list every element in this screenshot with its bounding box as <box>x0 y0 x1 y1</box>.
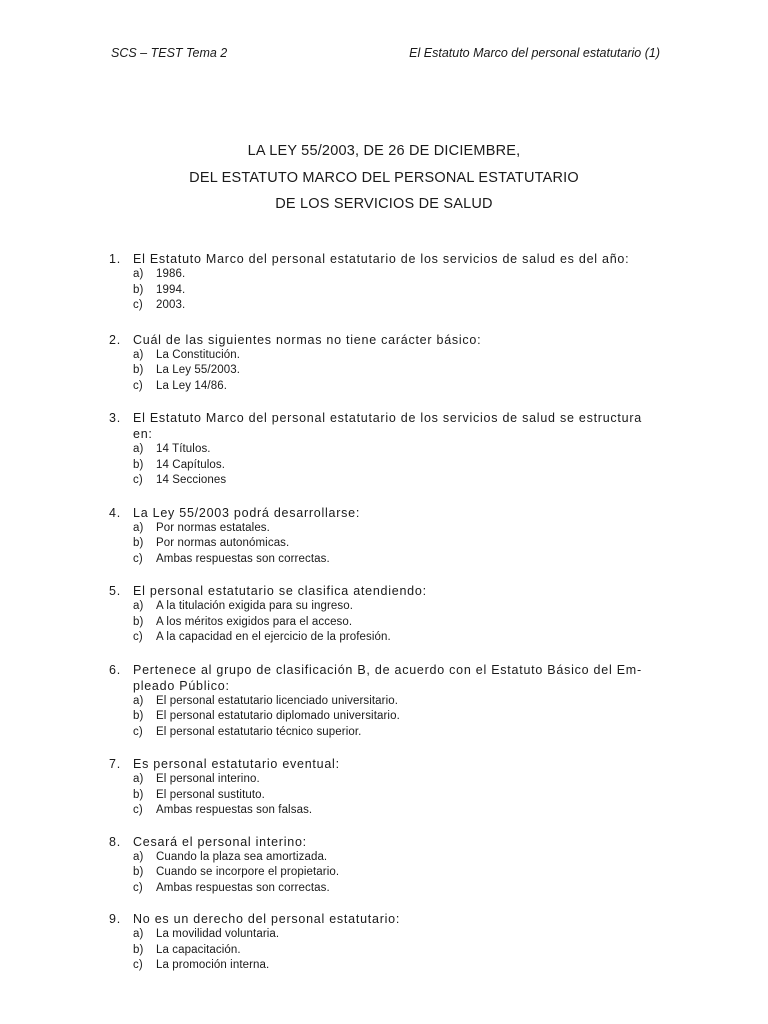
option-text: La Ley 55/2003. <box>156 364 240 376</box>
question-number: 3. <box>109 411 121 425</box>
option-text: A la titulación exigida para su ingreso. <box>156 600 354 612</box>
question-7 <box>109 756 661 819</box>
answer-option <box>109 298 661 314</box>
option-text: La Ley 14/86. <box>156 379 227 392</box>
option-text: Ambas respuestas son correctas. <box>156 552 330 565</box>
question-list <box>109 251 661 974</box>
option-text: Por normas estatales. <box>156 521 270 534</box>
answer-options <box>109 267 661 314</box>
answer-options <box>109 442 661 489</box>
option-letter: b) <box>133 283 144 296</box>
option-letter: c) <box>133 804 143 816</box>
answer-option <box>109 348 661 364</box>
option-text: Ambas respuestas son falsas. <box>156 804 313 816</box>
answer-options <box>109 850 661 897</box>
option-letter: a) <box>133 928 144 940</box>
option-text: La promoción interna. <box>156 959 270 971</box>
answer-option <box>109 615 661 631</box>
option-letter: b) <box>133 943 144 956</box>
option-letter: b) <box>133 615 144 628</box>
option-letter: a) <box>133 348 144 361</box>
answer-options <box>109 599 661 646</box>
answer-options <box>109 772 661 819</box>
answer-option <box>109 363 661 379</box>
option-text: Ambas respuestas son correctas. <box>156 881 330 894</box>
answer-options <box>109 927 661 974</box>
question-number: 1. <box>109 252 121 266</box>
question-number: 7. <box>109 757 121 771</box>
question-text-line: El Estatuto Marco del personal estatutario de los servicios de salud es del año: <box>133 252 630 266</box>
option-text: La Constitución. <box>156 348 241 361</box>
question-text <box>109 583 661 599</box>
question-text-line: Cuál de las siguientes normas no tiene carácter básico: <box>133 332 482 347</box>
option-text: 2003. <box>156 299 186 311</box>
option-text: 14 Secciones <box>156 474 227 486</box>
option-text: El personal estatutario técnico superior. <box>156 725 362 738</box>
option-letter: b) <box>133 710 144 722</box>
question-6 <box>109 662 661 741</box>
question-text-line: Cesará el personal interino: <box>133 834 307 849</box>
option-letter: c) <box>133 474 143 486</box>
question-text-line: Pertenece al grupo de clasificación B, de acuerdo con el Estatuto Básico del Em- <box>133 662 642 677</box>
question-9 <box>109 911 661 974</box>
answer-option <box>109 927 661 943</box>
question-2 <box>109 332 661 395</box>
question-text <box>109 911 661 927</box>
answer-option <box>109 283 661 299</box>
option-text: Cuando la plaza sea amortizada. <box>156 850 328 863</box>
question-text-line: Es personal estatutario eventual: <box>133 757 340 771</box>
answer-option <box>109 709 661 725</box>
question-8 <box>109 834 661 897</box>
option-text: El personal estatutario diplomado universitario. <box>156 710 400 722</box>
answer-options <box>109 348 661 395</box>
question-text-line: pleado Público: <box>133 678 230 693</box>
option-letter: a) <box>133 443 144 455</box>
question-1 <box>109 251 661 314</box>
answer-option <box>109 725 661 741</box>
option-letter: b) <box>133 364 144 376</box>
question-text-line: en: <box>133 427 153 441</box>
answer-option <box>109 536 661 552</box>
answer-option <box>109 379 661 395</box>
answer-option <box>109 803 661 819</box>
answer-option <box>109 630 661 646</box>
option-text: Por normas autonómicas. <box>156 537 290 549</box>
option-letter: a) <box>133 694 144 707</box>
option-text: El personal interino. <box>156 773 260 785</box>
document-title <box>0 143 768 223</box>
question-text <box>109 410 661 442</box>
question-3 <box>109 410 661 489</box>
question-text <box>109 332 661 348</box>
option-letter: b) <box>133 866 144 878</box>
option-text: 14 Títulos. <box>156 443 211 455</box>
option-text: 1986. <box>156 268 186 280</box>
question-text <box>109 505 661 521</box>
question-text-line: La Ley 55/2003 podrá desarrollarse: <box>133 505 361 520</box>
question-number: 2. <box>109 332 121 347</box>
option-letter: b) <box>133 458 144 471</box>
answer-option <box>109 442 661 458</box>
answer-option <box>109 943 661 959</box>
option-text: La capacitación. <box>156 943 241 956</box>
answer-option <box>109 788 661 804</box>
option-letter: b) <box>133 537 144 549</box>
question-text-line: El personal estatutario se clasifica atendiendo: <box>133 584 427 598</box>
option-text: A la capacidad en el ejercicio de la profesión. <box>156 631 391 643</box>
question-text-line: No es un derecho del personal estatutario: <box>133 912 401 926</box>
page-header <box>111 46 660 62</box>
question-number: 4. <box>109 505 121 520</box>
option-letter: a) <box>133 521 144 534</box>
option-text: El personal sustituto. <box>156 788 265 801</box>
answer-option <box>109 694 661 710</box>
option-letter: c) <box>133 299 143 311</box>
question-text-line: El Estatuto Marco del personal estatutario de los servicios de salud se estructura <box>133 411 642 425</box>
question-number: 9. <box>109 912 121 926</box>
answer-option <box>109 958 661 974</box>
option-text: 14 Capítulos. <box>156 458 226 471</box>
option-letter: c) <box>133 379 143 392</box>
answer-option <box>109 599 661 615</box>
answer-option <box>109 267 661 283</box>
answer-option <box>109 458 661 474</box>
header-right: El Estatuto Marco del personal estatutario (1) <box>409 46 660 60</box>
option-letter: c) <box>133 959 143 971</box>
header-left: SCS – TEST Tema 2 <box>111 46 228 60</box>
question-text <box>109 834 661 850</box>
option-text: Cuando se incorpore el propietario. <box>156 866 340 878</box>
option-text: El personal estatutario licenciado universitario. <box>156 694 399 707</box>
option-letter: a) <box>133 600 144 612</box>
answer-option <box>109 473 661 489</box>
option-text: 1994. <box>156 283 186 296</box>
option-letter: c) <box>133 725 143 738</box>
question-number: 5. <box>109 584 121 598</box>
answer-option <box>109 552 661 568</box>
option-letter: c) <box>133 631 143 643</box>
option-letter: a) <box>133 773 144 785</box>
question-text <box>109 756 661 772</box>
title-line-3: DE LOS SERVICIOS DE SALUD <box>275 196 493 212</box>
title-line-2: DEL ESTATUTO MARCO DEL PERSONAL ESTATUTARIO <box>189 169 579 186</box>
question-text <box>109 251 661 267</box>
answer-option <box>109 521 661 537</box>
answer-option <box>109 850 661 866</box>
option-letter: a) <box>133 268 144 280</box>
question-number: 8. <box>109 834 121 849</box>
option-letter: c) <box>133 881 143 894</box>
answer-option <box>109 881 661 897</box>
question-text <box>109 662 661 694</box>
option-letter: b) <box>133 788 144 801</box>
option-letter: c) <box>133 552 143 565</box>
answer-options <box>109 694 661 741</box>
option-text: A los méritos exigidos para el acceso. <box>156 615 353 628</box>
option-letter: a) <box>133 850 144 863</box>
question-number: 6. <box>109 662 121 677</box>
title-line-1: LA LEY 55/2003, DE 26 DE DICIEMBRE, <box>247 143 521 159</box>
question-5 <box>109 583 661 646</box>
option-text: La movilidad voluntaria. <box>156 928 280 940</box>
answer-options <box>109 521 661 568</box>
question-4 <box>109 505 661 568</box>
answer-option <box>109 865 661 881</box>
answer-option <box>109 772 661 788</box>
